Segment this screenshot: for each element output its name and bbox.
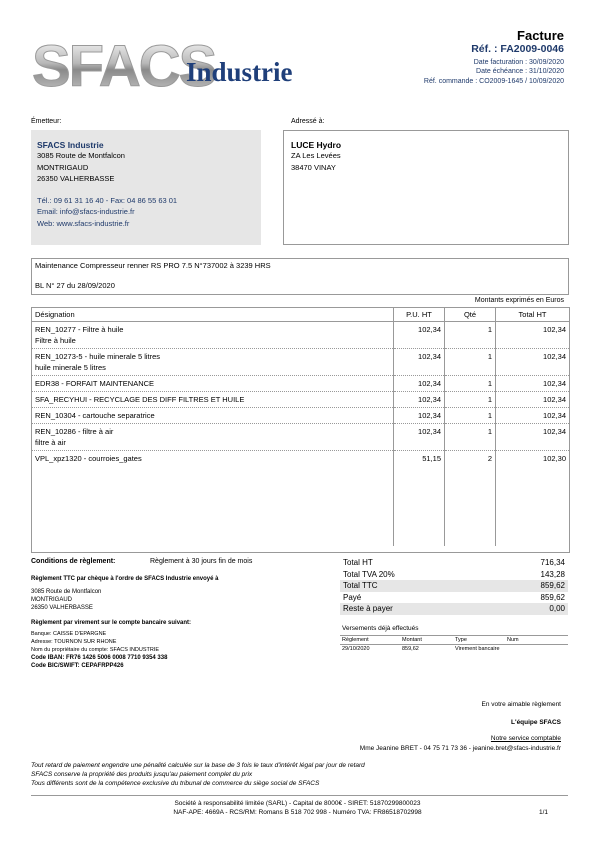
item-unit-price: 102,34 (394, 322, 445, 349)
table-row (32, 408, 569, 424)
table-row (32, 349, 569, 376)
item-unit-price: 102,34 (394, 376, 445, 392)
item-total: 102,34 (496, 424, 570, 451)
item-quantity: 1 (445, 408, 496, 424)
table-row (32, 376, 569, 392)
bank-details (31, 630, 167, 670)
due-date: Date échéance : 31/10/2020 (476, 68, 564, 75)
item-quantity: 1 (445, 392, 496, 408)
item-quantity: 1 (445, 376, 496, 392)
item-label: REN_10277 - Filtre à huile (35, 325, 124, 334)
item-total: 102,34 (496, 408, 570, 424)
emitter-block (31, 130, 261, 245)
item-designation (32, 322, 394, 349)
cheque-address-line: 3085 Route de Montfalcon (31, 589, 102, 595)
total-label: Total HT (343, 558, 373, 567)
emitter-email: Email: info@sfacs-industrie.fr (37, 207, 135, 216)
payments-row (340, 645, 568, 653)
item-label: SFA_RECYHUI - RECYCLAGE DES DIFF FILTRES ET HUILE (35, 395, 245, 404)
item-quantity: 1 (445, 424, 496, 451)
items-table (31, 307, 570, 553)
emitter-website: Web: www.sfacs-industrie.fr (37, 218, 130, 228)
footer-company-info: Société à responsabilité limitée (SARL) - Capital de 8000€ - SIRET: 51870299800023 (174, 800, 421, 807)
item-label: REN_10273-5 - huile minerale 5 litres (35, 352, 161, 361)
logo-sub-text: Industrie (186, 57, 293, 87)
payments-table (340, 635, 568, 653)
company-logo (32, 36, 312, 96)
payments-col: Num (507, 637, 519, 643)
emitter-address-line: 3085 Route de Montfalcon (37, 151, 125, 160)
item-unit-price: 102,34 (394, 424, 445, 451)
col-quantity: Qté (445, 308, 496, 322)
item-designation (32, 451, 394, 547)
payments-header (340, 635, 568, 645)
legal-line: SFACS conserve la propriété des produits jusqu'au paiement complet du prix (31, 771, 253, 778)
recipient-label: Adressé à: (291, 118, 325, 125)
payment-conditions-label: Conditions de règlement: (31, 558, 116, 565)
item-quantity: 1 (445, 349, 496, 376)
invoice-intro (31, 258, 569, 295)
bic-swift: Code BIC/SWIFT: CEPAFRPP426 (31, 663, 124, 669)
legal-line: Tout retard de paiement engendre une pénalité calculée sur la base de 3 fois le taux d'intérêt légal par jour de retard (31, 762, 365, 769)
payments-col: Règlement (342, 637, 369, 643)
emitter-address-line: 26350 VALHERBASSE (37, 174, 115, 183)
total-value: 143,28 (540, 569, 565, 579)
total-row (340, 557, 568, 569)
item-designation (32, 392, 394, 408)
closing-greeting: En votre aimable règlement (481, 701, 561, 708)
recipient-address-line: ZA Les Levées (291, 151, 341, 160)
emitter-address-line: MONTRIGAUD (37, 162, 89, 172)
total-row (340, 580, 568, 592)
total-label: Reste à payer (343, 604, 393, 613)
currency-note: Montants exprimés en Euros (474, 297, 564, 304)
order-reference: Réf. commande : CO2009-1645 / 10/09/2020 (423, 78, 564, 85)
footer-registration: NAF-APE: 4669A - RCS/RM: Romans B 518 702 998 - Numéro TVA: FR86518702998 (173, 809, 422, 816)
emitter-label: Émetteur: (31, 118, 62, 125)
table-row (32, 424, 569, 451)
item-quantity: 1 (445, 322, 496, 349)
total-row (340, 603, 568, 615)
closing-contact: Mme Jeanine BRET - 04 75 71 73 36 - jeanine.bret@sfacs-industrie.fr (359, 745, 561, 752)
item-designation (32, 424, 394, 451)
total-label: Payé (343, 592, 362, 602)
table-row (32, 451, 569, 547)
intro-description: Maintenance Compresseur renner RS PRO 7.5 N°737002 à 3239 HRS (35, 261, 271, 270)
transfer-instructions-title: Règlement par virement sur le compte bancaire suivant: (31, 620, 192, 626)
item-sublabel: Filtre à huile (35, 336, 76, 345)
total-value: 0,00 (549, 604, 565, 613)
payment-conditions-value: Règlement à 30 jours fin de mois (150, 558, 253, 565)
item-total: 102,34 (496, 392, 570, 408)
cheque-address (31, 588, 101, 612)
payment-type: Virement bancaire (455, 646, 500, 652)
item-designation (32, 349, 394, 376)
item-label: REN_10304 - cartouche separatrice (35, 411, 155, 420)
bank-name: Banque: CAISSE D'EPARGNE (31, 631, 107, 637)
total-value: 859,62 (540, 581, 565, 590)
payment-amount: 859,62 (402, 646, 419, 652)
item-unit-price: 102,34 (394, 392, 445, 408)
item-total: 102,30 (543, 454, 566, 463)
delivery-note: BL N° 27 du 28/09/2020 (35, 281, 115, 290)
bank-account-owner: Nom du propriétaire du compte: SFACS INDUSTRIE (31, 647, 160, 653)
invoice-reference: Réf. : FA2009-0046 (471, 43, 564, 55)
item-sublabel: huile minerale 5 litres (35, 363, 106, 372)
cheque-address-line: MONTRIGAUD (31, 597, 72, 603)
item-total: 102,34 (496, 376, 570, 392)
total-label: Total TTC (343, 581, 378, 590)
item-designation (32, 408, 394, 424)
bank-address: Adresse: TOURNON SUR RHONE (31, 639, 117, 645)
item-label: REN_10286 - filtre à air (35, 427, 114, 436)
item-total: 102,34 (496, 349, 570, 376)
payments-col: Montant (402, 637, 422, 643)
total-value: 859,62 (540, 592, 565, 602)
totals-block (340, 557, 568, 615)
col-total: Total HT (496, 308, 570, 322)
document-type: Facture (517, 28, 564, 43)
emitter-phone: Tél.: 09 61 31 16 40 - Fax: 04 86 55 63 01 (37, 195, 178, 205)
item-label: VPL_xpz1320 - courroies_gates (35, 454, 142, 463)
table-row (32, 322, 569, 349)
item-quantity: 2 (445, 451, 496, 547)
item-unit-price: 102,34 (394, 408, 445, 424)
total-label: Total TVA 20% (343, 569, 395, 579)
invoice-date: Date facturation : 30/09/2020 (473, 59, 564, 66)
closing-team: L'équipe SFACS (511, 719, 561, 726)
item-designation (32, 376, 394, 392)
recipient-block (283, 130, 569, 245)
page-number: 1/1 (538, 809, 548, 816)
closing-service: Notre service comptable (490, 735, 561, 742)
payments-col: Type (455, 637, 467, 643)
total-value: 716,34 (540, 558, 565, 567)
payments-title: Versements déjà effectués (342, 625, 419, 632)
total-row (340, 569, 568, 581)
recipient-address-line: 38470 VINAY (291, 162, 336, 172)
recipient-name: LUCE Hydro (291, 140, 342, 150)
item-label: EDR38 - FORFAIT MAINTENANCE (35, 379, 155, 388)
footer-divider (31, 795, 568, 796)
cheque-address-line: 26350 VALHERBASSE (31, 605, 93, 611)
col-unit-price: P.U. HT (394, 308, 445, 322)
item-unit-price: 102,34 (394, 349, 445, 376)
table-row (32, 392, 569, 408)
logo-main-text: SFACS (32, 36, 216, 96)
item-unit-price: 51,15 (394, 451, 445, 547)
total-row (340, 592, 568, 604)
item-sublabel: filtre à air (35, 438, 66, 447)
iban: Code IBAN: FR76 1426 5006 0008 7710 9354 338 (31, 655, 168, 661)
col-designation: Désignation (32, 308, 394, 322)
item-total: 102,34 (496, 322, 570, 349)
legal-line: Tous différents sont de la compétence exclusive du tribunal de commerce du siège social de SFACS (31, 780, 320, 787)
cheque-instructions-title: Règlement TTC par chèque à l'ordre de SFACS Industrie envoyé à (31, 576, 219, 582)
emitter-name: SFACS Industrie (37, 140, 104, 150)
table-header (32, 308, 569, 322)
payment-date: 29/10/2020 (342, 646, 370, 652)
